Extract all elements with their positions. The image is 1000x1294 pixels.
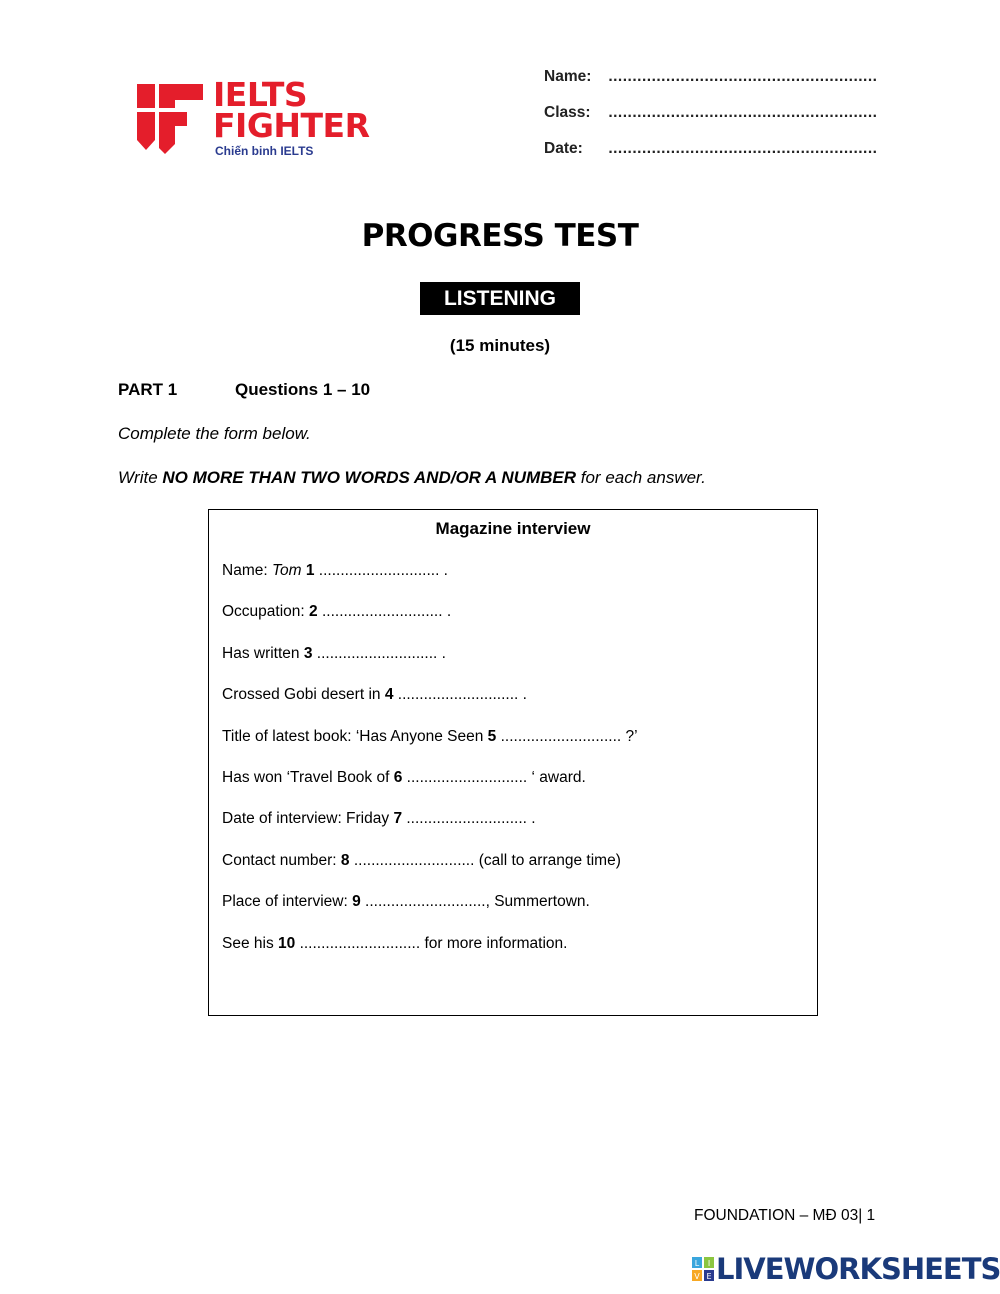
row-label: Has won ‘Travel Book of [222,769,394,786]
shield-logo-icon [135,80,205,158]
answer-blank[interactable]: ............................ . [312,644,446,662]
answer-blank[interactable]: ............................ for more information. [295,934,568,952]
form-row-4 [222,686,527,704]
logo-grid-letter: L [694,1259,700,1268]
logo-text-line2: FIGHTER [213,106,370,145]
answer-blank[interactable]: ............................, Summertown. [360,893,590,911]
answer-blank[interactable]: ............................ . [402,810,536,828]
date-label: Date: [544,140,583,157]
row-label: See his [222,934,279,952]
logo-grid-letter: I [707,1259,711,1268]
row-given-value: Tom [271,562,302,579]
question-number: 1 [305,562,315,579]
question-number: 5 [487,727,497,745]
row-label: Occupation: [222,603,310,621]
liveworksheets-watermark [692,1252,1000,1286]
form-row-2 [222,603,451,621]
question-number: 3 [303,644,313,662]
row-label: Has written [222,644,304,662]
name-field[interactable] [544,68,877,86]
logo-grid-letter: V [694,1272,700,1281]
question-number: 9 [352,893,361,911]
answer-blank[interactable]: ............................ ‘ award. [402,769,586,786]
row-label: Title of latest book: ‘Has Anyone Seen [222,727,488,745]
logo-text-line1: IELTS [213,75,308,114]
row-label: Contact number: [222,851,341,869]
logo-tagline: Chiến binh IELTS [215,144,314,158]
class-field[interactable] [544,104,877,122]
instruction-line-1: Complete the form below. [118,424,311,443]
form-row-6 [222,769,586,787]
section-badge: LISTENING [420,282,580,315]
question-number: 7 [393,810,403,828]
question-number: 10 [278,934,296,952]
part-label: PART 1 [118,380,178,399]
magazine-interview-form [208,509,818,1016]
name-label: Name: [544,68,592,85]
liveworksheets-text: LIVEWORKSHEETS [716,1252,1000,1286]
question-number: 8 [340,851,350,869]
form-row-10 [222,935,567,953]
date-field[interactable] [544,140,877,158]
logo-grid-letter: E [706,1272,712,1281]
answer-blank[interactable]: ............................ ?’ [496,727,638,745]
row-label: Place of interview: [222,893,353,911]
instruction-line-2 [118,468,706,488]
row-label: Name: [222,562,272,579]
form-row-7 [222,810,536,828]
answer-blank[interactable]: ............................ . [317,603,452,621]
date-blank[interactable]: ........................................................ [608,140,878,157]
name-blank[interactable]: ........................................................ [608,68,878,85]
answer-blank[interactable]: ............................ . [314,562,448,579]
form-row-3 [222,645,446,663]
form-title: Magazine interview [435,519,591,538]
instruction-pre: Write [118,468,163,487]
instruction-post: for each answer. [576,468,706,487]
form-row-5 [222,728,638,746]
answer-blank[interactable]: ............................ . [393,686,527,704]
form-row-9 [222,893,590,911]
question-number: 2 [309,603,318,621]
class-label: Class: [544,104,591,121]
row-label: Crossed Gobi desert in [222,686,385,704]
answer-blank[interactable]: ............................ (call to arrange time) [349,851,621,869]
ielts-fighter-logo [135,75,375,162]
question-number: 4 [384,686,394,704]
instruction-emphasis: NO MORE THAN TWO WORDS AND/OR A NUMBER [162,468,577,487]
liveworksheets-logo-icon [692,1257,714,1281]
question-number: 6 [393,769,403,786]
page-footer: FOUNDATION – MĐ 03| 1 [694,1207,876,1224]
duration-text: (15 minutes) [449,336,551,355]
row-label: Date of interview: Friday [222,810,394,828]
form-row-8 [222,852,621,870]
questions-range: Questions 1 – 10 [235,380,371,399]
class-blank[interactable]: ........................................................ [608,104,878,121]
form-row-1 [222,562,448,580]
page-title: PROGRESS TEST [361,218,639,254]
